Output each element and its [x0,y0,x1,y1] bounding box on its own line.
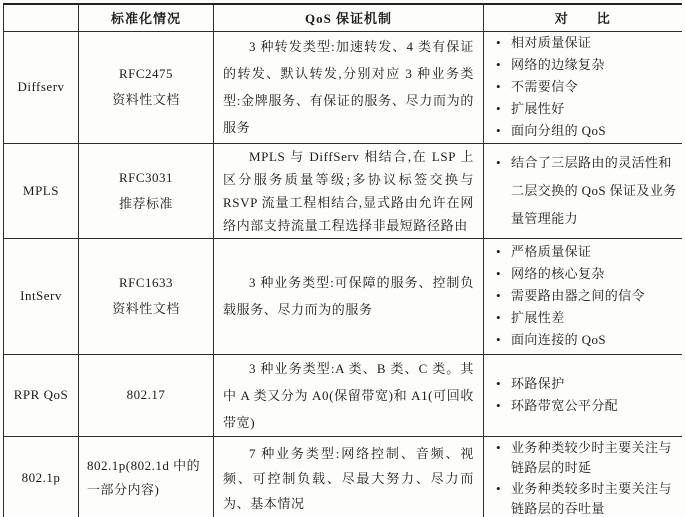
standard-line: 802.17 [126,387,166,402]
comparison-cell [484,354,682,436]
standardization-cell [79,238,214,354]
comparison-text: 扩展性差 [511,310,565,325]
comparison-item [496,373,678,395]
standard-line: RFC1633 [118,275,174,290]
bullet-icon: • [496,310,501,325]
bullet-icon: • [496,123,501,138]
comparison-item [496,479,678,517]
comparison-item [496,307,678,329]
comparison-item [496,395,678,417]
standard-line: 推荐标准 [118,195,173,211]
comparison-item [496,438,678,478]
mechanism-cell [214,31,484,143]
mechanism-cell [214,436,484,517]
table-row-mpls [4,143,682,238]
comparison-item [496,76,678,98]
comparison-item [496,98,678,120]
standardization-cell [79,436,214,517]
bullet-icon: • [496,244,501,259]
comparison-list [484,149,682,233]
standard-line: 802.1p(802.1d 中的一部分内容) [87,458,201,497]
row-label: MPLS [4,143,79,238]
comparison-text: 业务种类较少时主要关注与链路层的时延 [511,439,672,475]
comparison-item [496,120,678,142]
table-row-intserv [4,238,682,354]
table-row-diffserv [4,31,682,143]
bullet-icon: • [496,57,501,72]
comparison-list [484,32,682,142]
header-comparison: 对 比 [484,4,682,31]
comparison-item [496,263,678,285]
comparison-item [496,32,678,54]
header-blank [4,4,79,31]
standard-line: 资料性文档 [112,301,180,316]
mechanism-text: 3 种业务类型:可保障的服务、控制负载服务、尽力而为的服务 [223,275,474,317]
bullet-icon: • [496,332,501,347]
comparison-text: 面向连接的 QoS [511,332,606,347]
comparison-text: 环路保护 [511,376,565,391]
standard-line: RFC3031 [118,169,174,185]
header-qos-mechanism: QoS 保证机制 [214,4,484,31]
comparison-text: 环路带宽公平分配 [511,398,619,413]
bullet-icon: • [496,439,501,455]
comparison-text: 需要路由器之间的信令 [511,288,646,303]
comparison-text: 网络的核心复杂 [511,266,605,281]
standardization-cell [79,31,214,143]
comparison-cell [484,31,682,143]
comparison-text: 不需要信令 [511,79,579,94]
table-row-rpr-qos [4,354,682,436]
bullet-icon: • [496,266,501,281]
comparison-list [484,373,682,417]
row-label: 802.1p [4,436,79,517]
bullet-icon: • [496,35,501,50]
mechanism-cell [214,238,484,354]
bullet-icon: • [496,288,501,303]
comparison-cell [484,238,682,354]
comparison-text: 严格质量保证 [511,244,592,259]
standardization-cell [79,354,214,436]
bullet-icon: • [496,79,501,94]
mechanism-text: 3 种转发类型:加速转发、4 类有保证的转发、默认转发,分别对应 3 种业务类型:金牌服务、有保证的服务、尽力而为的服务 [223,39,474,135]
row-label: Diffserv [4,31,79,143]
mechanism-text: 7 种业务类型:网络控制、音频、视频、可控制负载、尽最大努力、尽力而为、基本情况 [223,445,474,511]
comparison-item [496,241,678,263]
mechanism-text: 3 种业务类型:A 类、B 类、C 类。其中 A 类又分为 A0(保留带宽)和 A1(可回收带宽) [223,360,474,430]
table-row-8021p [4,436,682,517]
row-label: RPR QoS [4,354,79,436]
standard-line: 资料性文档 [112,92,180,107]
comparison-item [496,54,678,76]
bullet-icon: • [496,101,501,116]
row-label: IntServ [4,238,79,354]
mechanism-cell [214,143,484,238]
comparison-list [484,241,682,351]
comparison-text: 面向分组的 QoS [511,123,606,138]
bullet-icon: • [496,398,501,413]
bullet-icon: • [496,376,501,391]
comparison-text: 相对质量保证 [511,35,592,50]
comparison-text: 网络的边缘复杂 [511,57,605,72]
header-standardization: 标准化情况 [79,4,214,31]
qos-comparison-table [3,3,682,517]
bullet-icon: • [496,154,501,170]
mechanism-text: MPLS 与 DiffServ 相结合,在 LSP 上区分服务质量等级;多协议标签交换与 RSVP 流量工程相结合,显式路由允许在网络内部支持流量工程选择非最短路径路由 [223,148,474,233]
comparison-list [484,438,682,517]
comparison-item [496,329,678,351]
mechanism-cell [214,354,484,436]
comparison-item [496,149,678,233]
standardization-cell [79,143,214,238]
standard-line: RFC2475 [118,66,174,81]
bullet-icon: • [496,480,501,496]
comparison-cell [484,436,682,517]
comparison-item [496,285,678,307]
comparison-text: 业务种类较多时主要关注与链路层的吞吐量 [511,480,672,516]
header-row [4,4,682,31]
comparison-text: 结合了三层路由的灵活性和二层交换的 QoS 保证及业务量管理能力 [511,154,677,226]
comparison-cell [484,143,682,238]
comparison-text: 扩展性好 [511,101,565,116]
